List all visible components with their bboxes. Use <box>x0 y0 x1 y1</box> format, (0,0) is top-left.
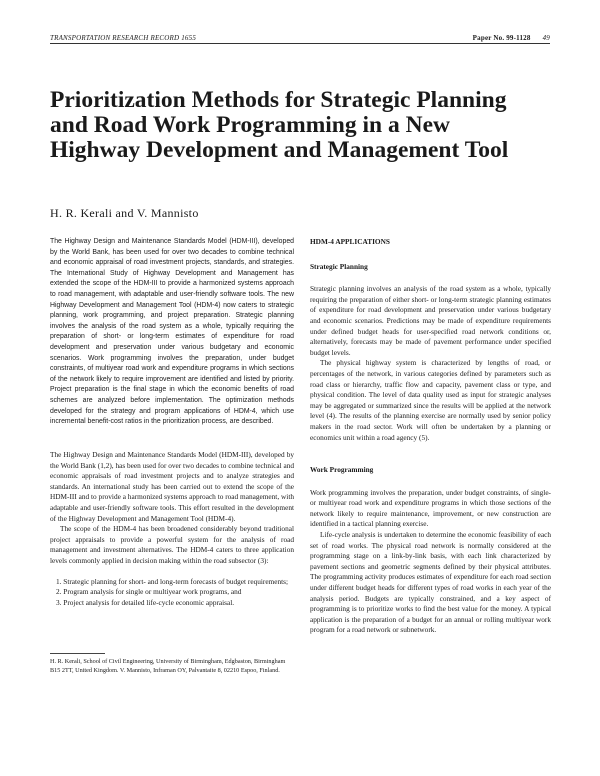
intro-paragraph-1: The Highway Design and Maintenance Standards Model (HDM-III), developed by the World Bank (1,2), has been used for over two decades to combine technical and economic appraisals of road investment projects and to analyze strategies and standards. An international study has been carried out to extend the scope of the HDM-III and to provide a harmonized systems approach to road management, with adaptable and user-friendly software tools. This effort resulted in the development of the Highway Development and Management Tool (HDM-4). <box>50 450 294 523</box>
subsection-heading-strategic-planning: Strategic Planning <box>310 261 368 271</box>
strategic-planning-paragraph-1: Strategic planning involves an analysis of the road system as a whole, typically requiring the preparation of either short- or long-term strategic planning estimates of expenditure for road development and preservation under various budgetary and economic scenarios. Predictions may be made of expenditure requirements under defined budget heads for user-specified road network conditions or, alternatively, forecasts may be made of pavement performance under specified budget levels. <box>310 284 551 357</box>
application-levels-list <box>50 577 294 609</box>
paper-authors: H. R. Kerali and V. Mannisto <box>50 206 199 220</box>
section-heading-hdm4-applications: HDM-4 APPLICATIONS <box>310 237 390 246</box>
journal-name: TRANSPORTATION RESEARCH RECORD 1655 <box>50 34 197 42</box>
running-head <box>50 34 550 42</box>
subsection-heading-work-programming: Work Programming <box>310 465 374 475</box>
paper-number: Paper No. 99-1128 <box>472 34 531 42</box>
abstract: The Highway Design and Maintenance Standards Model (HDM-III), developed by the World Bank, has been used for over two decades to combine technical and economic appraisal of road investment projects, standards, and strategies. The International Study of Highway Development and Management has extended the scope of the HDM-III to provide a harmonized systems approach to road management, with adaptable and user-friendly software tools. The new Highway Development and Management Tool (HDM-4) now caters to strategic planning, work programming, and project preparation. Strategic planning involves the analysis of the road system as a whole, typically requiring the preparation of short- or long-term estimates of expenditure for road development and preservation under various budgetary and economic scenarios. Work programming involves the preparation, under budget constraints, of multiyear road work and expenditure programs in which sections of the network likely to require improvement are identified and listed by priority. Project preparation is the final stage in which the economic benefits of road schemes are analyzed before implementation. The optimization methods developed for the strategy and program applications of HDM-4, which use incremental benefit-cost ratios in the prioritization process, are described. <box>50 238 294 426</box>
list-item: 1. Strategic planning for short- and long-term forecasts of budget requirements; <box>56 576 289 586</box>
list-item: 2. Program analysis for single or multiyear work programs, and <box>56 587 242 597</box>
strategic-planning-paragraph-2: The physical highway system is characterized by lengths of road, or percentages of the network, in various categories defined by parameters such as road class or hierarchy, traffic flow and capacity, pavement class or type, and physical condition. The level of data quality used as input for strategic analyses may be aggregated or summarized since the results will be applied at the network level (4). The results of the planning exercise are normally used by senior policy makers in the road sector. Work will often be undertaken by a planning or economics unit within a road agency (5). <box>310 358 551 442</box>
footnote-rule <box>50 653 105 654</box>
list-item: 3. Project analysis for detailed life-cycle economic appraisal. <box>56 597 235 607</box>
work-programming-paragraph-2: Life-cycle analysis is undertaken to determine the economic feasibility of each set of road works. The physical road network is normally considered at the programming stage on a link-by-link basis, with each link characterized by pavement sections and geometric segments defined by their physical attributes. The programming activity produces estimates of expenditure for each road section under different budget heads for different types of road works in each year of the analysis period. Budgets are typically constrained, and a key aspect of programming is to prioritize works to find the best value for the money. A typical application is the preparation of a budget for an annual or rolling multiyear work program for a road network or subnetwork. <box>310 530 551 635</box>
intro-paragraph-2: The scope of the HDM-4 has been broadened considerably beyond traditional project appraisals to provide a powerful system for the analysis of road management and investment alternatives. The HDM-4 caters to three application levels commonly applied in decision making within the road subsector (3): <box>50 524 294 565</box>
page-number: 49 <box>542 34 550 42</box>
right-column-body <box>310 237 551 636</box>
running-head-right <box>473 34 550 42</box>
author-affiliations-footnote: H. R. Kerali, School of Civil Engineering, University of Birmingham, Edgbaston, Birmingham B15 2TT, United Kingdom. V. Mannisto, Inframan OY, Palvantaite 8, 02210 Espoo, Finland. <box>50 658 286 674</box>
paper-title: Prioritization Methods for Strategic Planning and Road Work Programming in a New Highway Development and Management Tool <box>50 87 509 163</box>
header-rule <box>50 43 550 44</box>
left-column-body <box>50 450 294 608</box>
work-programming-paragraph-1: Work programming involves the preparation, under budget constraints, of single- or multiyear road work and expenditure programs in which those sections of the network likely to require maintenance, improvement, or new construction are identified in a tactical planning exercise. <box>310 487 551 529</box>
